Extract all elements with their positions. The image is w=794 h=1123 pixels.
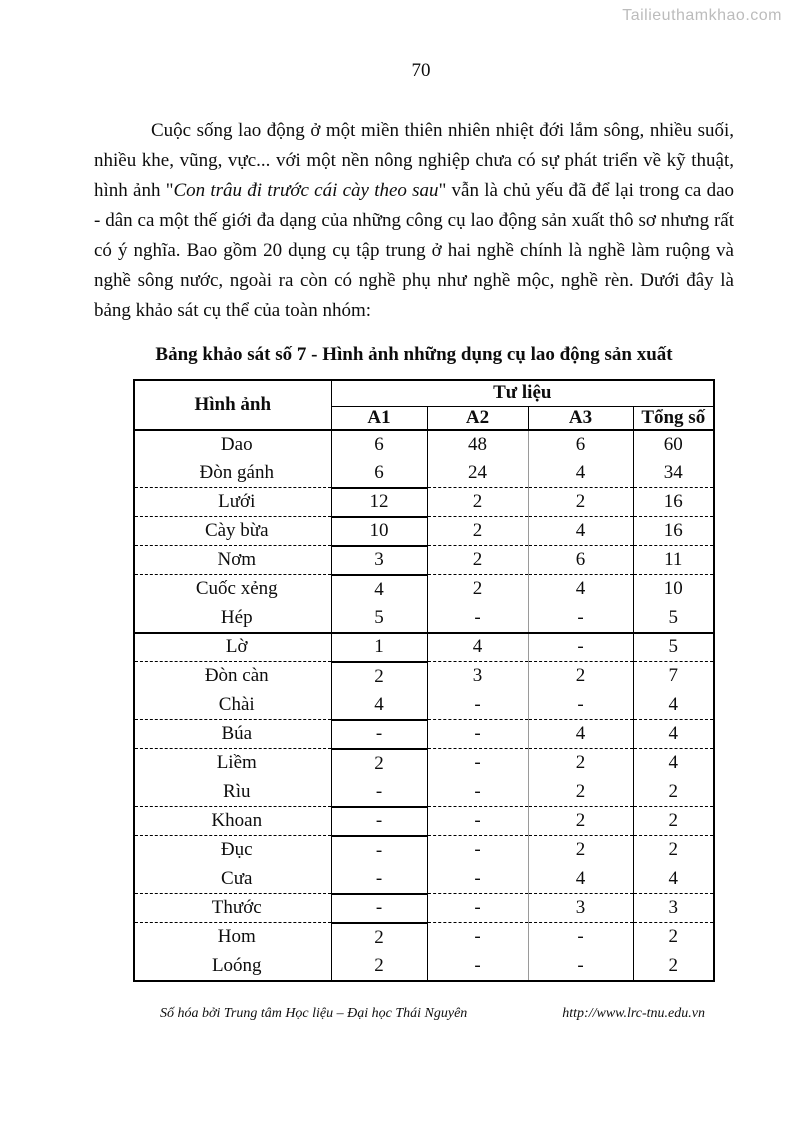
cell-a1: - xyxy=(331,865,427,894)
table-row xyxy=(134,749,714,778)
cell-total: 34 xyxy=(633,459,714,488)
table-row xyxy=(134,691,714,720)
table-row xyxy=(134,865,714,894)
row-label: Đục xyxy=(134,836,331,865)
cell-a2: - xyxy=(427,865,528,894)
column-header-image: Hình ảnh xyxy=(134,380,331,430)
table-row xyxy=(134,575,714,604)
cell-a1: 2 xyxy=(331,952,427,981)
cell-a2: - xyxy=(427,720,528,749)
cell-a1: 2 xyxy=(331,662,427,691)
cell-total: 2 xyxy=(633,778,714,807)
watermark: Tailieuthamkhao.com xyxy=(622,7,782,24)
row-label: Búa xyxy=(134,720,331,749)
cell-total: 4 xyxy=(633,865,714,894)
table-row xyxy=(134,836,714,865)
cell-a1: - xyxy=(331,894,427,923)
cell-a2: - xyxy=(427,836,528,865)
cell-total: 5 xyxy=(633,604,714,633)
cell-a3: 2 xyxy=(528,836,633,865)
cell-a3: 3 xyxy=(528,894,633,923)
table-row xyxy=(134,459,714,488)
page-footer xyxy=(160,1006,705,1022)
cell-a3: - xyxy=(528,691,633,720)
cell-total: 10 xyxy=(663,578,683,600)
footer-url: http://www.lrc-tnu.edu.vn xyxy=(562,1006,705,1021)
table-row xyxy=(134,604,714,633)
column-header-total: Tổng số xyxy=(633,406,714,430)
cell-a1: - xyxy=(331,720,427,749)
column-header-a3: A3 xyxy=(528,406,633,430)
cell-a2: - xyxy=(427,807,528,836)
cell-a3: 4 xyxy=(528,865,633,894)
cell-a3: 4 xyxy=(528,459,633,488)
cell-total: 2 xyxy=(668,954,678,976)
table-row xyxy=(134,488,714,517)
table-row xyxy=(134,894,714,923)
cell-a1: 1 xyxy=(331,633,427,662)
cell-a2: - xyxy=(427,749,528,778)
cell-a3: 2 xyxy=(528,488,633,517)
row-label: Lưới xyxy=(134,488,331,517)
cell-a2: - xyxy=(427,691,528,720)
table-row xyxy=(134,517,714,546)
page-content xyxy=(94,116,734,982)
cell-a2: - xyxy=(427,894,528,923)
footer-source: Số hóa bởi Trung tâm Học liệu – Đại học Thái Nguyên xyxy=(160,1006,468,1021)
table-row xyxy=(134,778,714,807)
row-label: Dao xyxy=(134,430,331,459)
cell-a1: - xyxy=(331,836,427,865)
table-row xyxy=(134,662,714,691)
table-row xyxy=(134,546,714,575)
row-label: Lờ xyxy=(134,633,331,662)
row-label: Đòn càn xyxy=(134,662,331,691)
cell-a2: 2 xyxy=(427,575,528,604)
row-label: Chài xyxy=(134,691,331,720)
cell-total: 2 xyxy=(668,839,678,861)
row-label: Liềm xyxy=(134,749,331,778)
table-header xyxy=(134,380,714,430)
cell-a3: - xyxy=(528,923,633,952)
row-label: Nơm xyxy=(134,546,331,575)
cell-a2: - xyxy=(427,778,528,807)
row-label: Cưa xyxy=(134,865,331,894)
column-header-a2: A2 xyxy=(427,406,528,430)
row-label: Đòn gánh xyxy=(134,459,331,488)
cell-a3: - xyxy=(528,633,633,662)
cell-total: 4 xyxy=(668,752,678,774)
cell-total: 4 xyxy=(633,720,714,749)
cell-total: 5 xyxy=(633,633,714,662)
cell-total: 11 xyxy=(633,546,714,575)
cell-a1: 3 xyxy=(331,546,427,575)
cell-a3: 6 xyxy=(528,430,633,459)
cell-a3: 2 xyxy=(528,662,633,691)
cell-total: 16 xyxy=(633,517,714,546)
row-label: Thước xyxy=(134,894,331,923)
cell-a2: 24 xyxy=(427,459,528,488)
italic-phrase: Con trâu đi trước cái cày theo sau xyxy=(173,180,439,201)
cell-total: 4 xyxy=(633,691,714,720)
cell-a2: 4 xyxy=(427,633,528,662)
table-row xyxy=(134,952,714,981)
table-row xyxy=(134,807,714,836)
cell-total: 2 xyxy=(668,926,678,948)
cell-total: 7 xyxy=(668,665,678,687)
cell-total: 3 xyxy=(633,894,714,923)
cell-a2: 2 xyxy=(427,546,528,575)
column-header-a1: A1 xyxy=(331,406,427,430)
cell-a3: - xyxy=(528,604,633,633)
cell-a1: 4 xyxy=(331,575,427,604)
table-row xyxy=(134,720,714,749)
cell-a1: 2 xyxy=(331,923,427,952)
cell-a3: 2 xyxy=(528,749,633,778)
cell-a1: - xyxy=(331,807,427,836)
cell-a3: 4 xyxy=(528,517,633,546)
cell-a1: 4 xyxy=(331,691,427,720)
table-row xyxy=(134,923,714,952)
body-paragraph xyxy=(94,116,734,326)
row-label: Loóng xyxy=(134,952,331,981)
page-number: 70 xyxy=(411,60,431,81)
cell-a3: - xyxy=(528,952,633,981)
row-label: Cày bừa xyxy=(134,517,331,546)
table-title: Bảng khảo sát số 7 - Hình ảnh những dụng cụ lao động sản xuất xyxy=(155,344,673,365)
column-header-group: Tư liệu xyxy=(331,380,714,406)
cell-total: 16 xyxy=(633,488,714,517)
cell-a3: 4 xyxy=(528,575,633,604)
cell-a1: 2 xyxy=(331,749,427,778)
row-label: Cuốc xẻng xyxy=(134,575,331,604)
table-row xyxy=(134,430,714,459)
cell-a2: 48 xyxy=(427,430,528,459)
row-label: Hom xyxy=(134,923,331,952)
survey-table xyxy=(133,379,715,982)
table-body xyxy=(134,430,714,981)
cell-a2: - xyxy=(427,604,528,633)
paragraph-text-after: " vẫn là chủ yếu đã để lại trong ca dao - dân ca một thế giới đa dạng của những công cụ lao động sản xuất thô sơ nhưng rất có ý nghĩa. Bao gồm 20 dụng cụ tập trung ở hai nghề chính là nghề làm ruộng và nghề sông nước, ngoài ra còn có nghề phụ như nghề mộc, nghề rèn. Dưới đây là bảng khảo sát cụ thể của toàn nhóm: xyxy=(94,180,735,321)
paragraph-text-before: Cuộc sống lao động ở một miền thiên nhiên nhiệt đới lắm sông, nhiều suối, nhiều khe, vũng, vực... với một nền nông nghiệp chưa có sự phát triển về kỹ thuật, hình ảnh " xyxy=(94,120,734,201)
cell-a3: 2 xyxy=(528,807,633,836)
row-label: Hép xyxy=(134,604,331,633)
cell-a3: 4 xyxy=(528,720,633,749)
cell-a1: 5 xyxy=(331,604,427,633)
cell-a1: - xyxy=(331,778,427,807)
cell-a2: 2 xyxy=(427,517,528,546)
row-label: Khoan xyxy=(134,807,331,836)
row-label: Rìu xyxy=(134,778,331,807)
cell-a1: 6 xyxy=(331,430,427,459)
cell-a1: 10 xyxy=(331,517,427,546)
cell-a2: - xyxy=(427,952,528,981)
cell-total: 2 xyxy=(633,807,714,836)
cell-a1: 6 xyxy=(331,459,427,488)
cell-a1: 12 xyxy=(331,488,427,517)
cell-a2: 3 xyxy=(427,662,528,691)
table-row xyxy=(134,633,714,662)
cell-a2: 2 xyxy=(427,488,528,517)
cell-a2: - xyxy=(427,923,528,952)
cell-total: 60 xyxy=(663,433,683,455)
cell-a3: 6 xyxy=(528,546,633,575)
cell-a3: 2 xyxy=(528,778,633,807)
